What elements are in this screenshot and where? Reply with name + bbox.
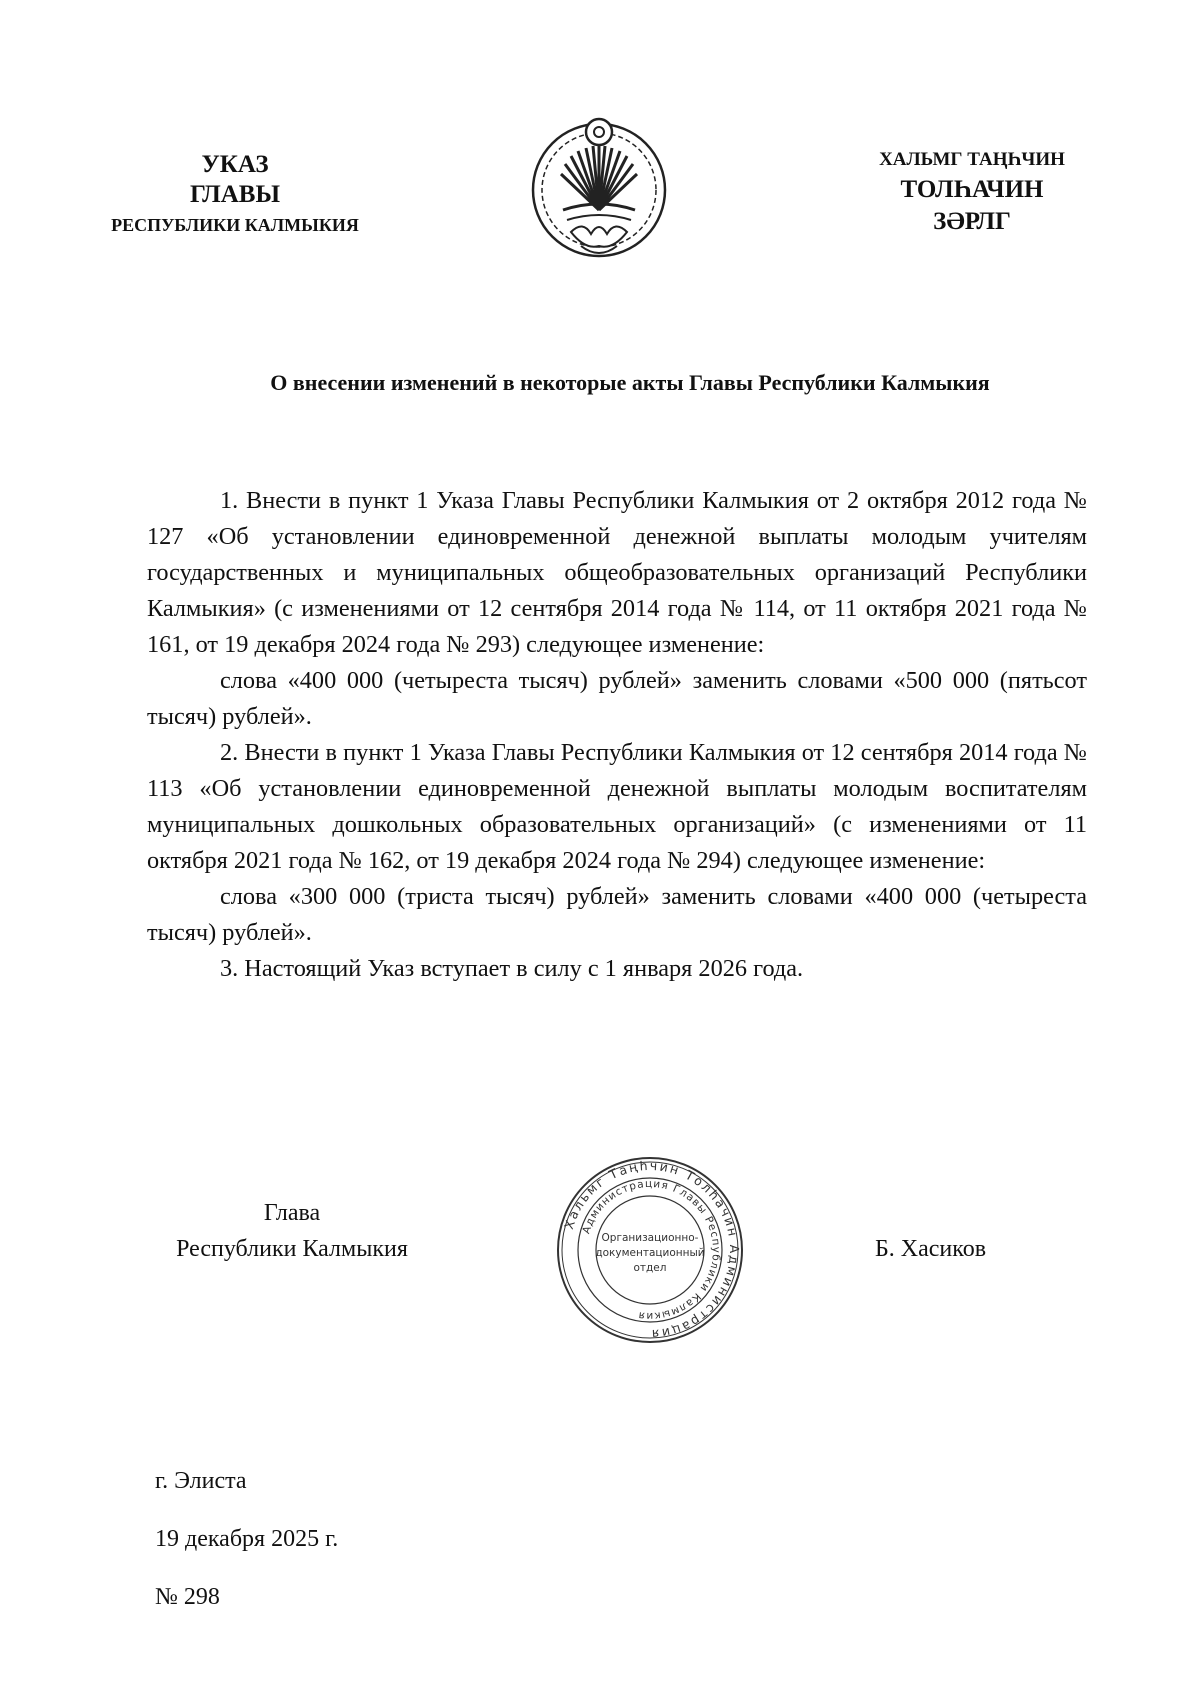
- document-body: [147, 483, 1087, 987]
- header-left-line1: УКАЗ: [201, 151, 269, 178]
- footer-city: г. Элиста: [155, 1468, 247, 1494]
- header-right-line3: ЗӘРЛГ: [933, 208, 1011, 235]
- header-left-line3: РЕСПУБЛИКИ КАЛМЫКИЯ: [111, 215, 359, 235]
- coat-of-arms-emblem: [525, 110, 673, 270]
- stamp-inner-text: Администрация Главы Республики Калмыкия: [580, 1177, 723, 1323]
- paragraph-2: 2. Внести в пункт 1 Указа Главы Республики Калмыкия от 12 сентября 2014 года № 113 «Об установлении единовременной денежной выплаты молодым воспитателям муниципальных дошкольных образовательных организаций» (с изменениями от 11 октября 2021 года № 162, от 19 декабря 2024 года № 294) следующее изменение:: [147, 739, 1087, 874]
- signatory-name: Б. Хасиков: [875, 1236, 987, 1262]
- header-right-line1: ХАЛЬМГ ТАҢҺЧИН: [879, 149, 1065, 170]
- signatory-title-line1: Глава: [263, 1200, 321, 1226]
- stamp-center-line3: отдел: [633, 1262, 667, 1274]
- signatory-title: [147, 1195, 437, 1267]
- document-title: О внесении изменений в некоторые акты Главы Республики Калмыкия: [270, 370, 990, 395]
- stamp-center-line1: Организационно-: [601, 1232, 699, 1244]
- header-right-line2: ТОЛҺАЧИН: [900, 176, 1044, 203]
- stamp-center-line2: документационный: [595, 1247, 705, 1259]
- paragraph-1-change: слова «400 000 (четыреста тысяч) рублей» заменить словами «500 000 (пятьсот тысяч) рублей».: [147, 667, 1087, 730]
- signatory-title-line2: Республики Калмыкия: [176, 1236, 408, 1262]
- header-left: [60, 150, 410, 240]
- official-stamp: [555, 1155, 745, 1345]
- footer-number: № 298: [155, 1584, 220, 1610]
- header-left-line2: ГЛАВЫ: [189, 181, 281, 208]
- paragraph-2-change: слова «300 000 (триста тысяч) рублей» заменить словами «400 000 (четыреста тысяч) рублей».: [147, 883, 1087, 946]
- header-right: [822, 145, 1122, 239]
- stamp-outer-text: Хальмг Таңһчин Толһачин Администрация: [560, 1157, 743, 1343]
- paragraph-1: 1. Внести в пункт 1 Указа Главы Республики Калмыкия от 2 октября 2012 года № 127 «Об установлении единовременной денежной выплаты молодым учителям государственных и муниципальных общеобразовательных организаций Республики Калмыкия» (с изменениями от 12 сентября 2014 года № 114, от 11 октября 2021 года № 161, от 19 декабря 2024 года № 293) следующее изменение:: [147, 487, 1087, 658]
- paragraph-3: 3. Настоящий Указ вступает в силу с 1 января 2026 года.: [220, 955, 804, 982]
- footer-date: 19 декабря 2025 г.: [155, 1526, 339, 1552]
